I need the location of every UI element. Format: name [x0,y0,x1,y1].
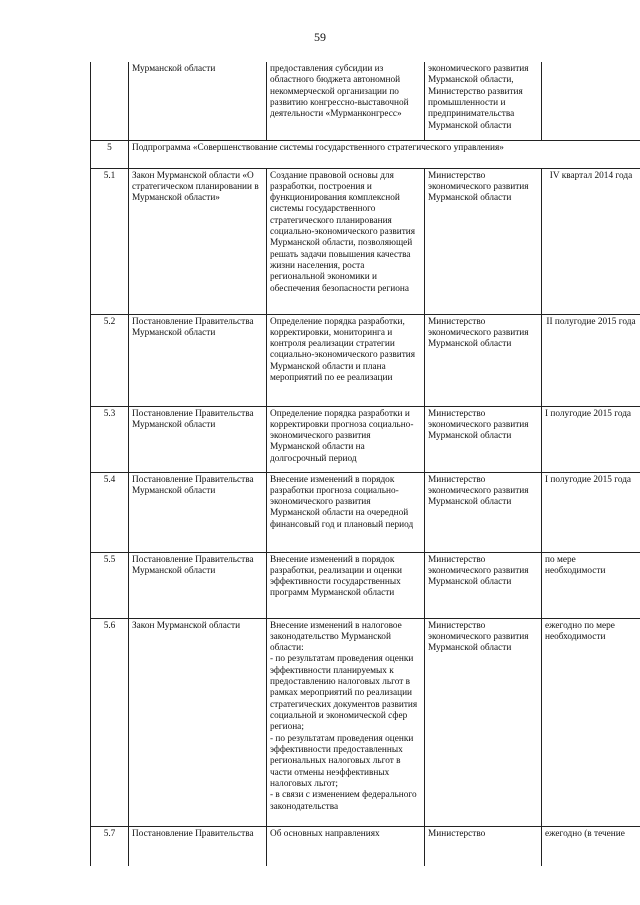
deadline: ежегодно (в течение [542,826,640,866]
document-type: Закон Мурманской области [129,618,267,826]
row-number: 5.1 [91,168,129,314]
document-type: Постановление Правительства Мурманской области [129,552,267,618]
measures-table [90,62,640,866]
subprogram-row [91,140,640,168]
document-type: Закон Мурманской области «О стратегическом планировании в Мурманской области» [129,168,267,314]
document-type: Постановление Правительства [129,826,267,866]
deadline: ежегодно по мере необходимости [542,618,640,826]
document-subject: Внесение изменений в налоговое законодательство Мурманской области: - по результатам проведения оценки эффективности планируемых к предоставлению налоговых льгот в рамках мероприятий по реализации стратегических документов развития социальной и экономической сфер региона; - по результатам проведения оценки эффективности предоставленных региональных налоговых льгот в части отмены неэффективных налоговых льгот; - в связи с изменением федерального законодательства [267,618,425,826]
row-number: 5.7 [91,826,129,866]
page-number: 59 [314,30,326,44]
responsible-executor: Министерство экономического развития Мурманской области [425,472,542,552]
document-subject: Внесение изменений в порядок разработки, реализации и оценки эффективности государственных программ Мурманской области [267,552,425,618]
responsible-executor: Министерство [425,826,542,866]
responsible-executor: Министерство экономического развития Мурманской области [425,168,542,314]
row-number: 5.4 [91,472,129,552]
table-row [91,552,640,618]
document-subject: предоставления субсидии из областного бюджета автономной некоммерческой организации по развитию конгрессно-выставочной деятельности «Мурманконгресс» [267,62,425,140]
responsible-executor: Министерство экономического развития Мурманской области [425,314,542,406]
subprogram-title: Подпрограмма «Совершенствование системы государственного стратегического управления» [129,140,640,168]
deadline: I полугодие 2015 года [542,472,640,552]
document-type: Мурманской области [129,62,267,140]
table-row [91,168,640,314]
row-number: 5.6 [91,618,129,826]
document-type: Постановление Правительства Мурманской области [129,314,267,406]
responsible-executor: Министерство экономического развития Мурманской области [425,552,542,618]
document-subject: Создание правовой основы для разработки, построения и функционирования комплексной системы государственного стратегического планирования социально-экономического развития Мурманской области, позволяющей решать задачи повышения качества жизни населения, роста региональной экономики и обеспечения безопасности региона [267,168,425,314]
table-row [91,406,640,472]
deadline: по мере необходимости [542,552,640,618]
row-number: 5.2 [91,314,129,406]
responsible-executor: Министерство экономического развития Мурманской области [425,406,542,472]
deadline: IV квартал 2014 года [542,168,640,314]
row-number: 5.5 [91,552,129,618]
row-number: 5.3 [91,406,129,472]
table-row [91,314,640,406]
document-type: Постановление Правительства Мурманской области [129,472,267,552]
table-row [91,472,640,552]
deadline: II полугодие 2015 года [542,314,640,406]
responsible-executor: экономического развития Мурманской области, Министерство развития промышленности и предпринимательства Мурманской области [425,62,542,140]
document-subject: Об основных направлениях [267,826,425,866]
document-subject: Внесение изменений в порядок разработки прогноза социально-экономического развития Мурманской области на очередной финансовый год и плановый период [267,472,425,552]
deadline: I полугодие 2015 года [542,406,640,472]
document-subject: Определение порядка разработки и корректировки прогноза социально-экономического развития Мурманской области на долгосрочный период [267,406,425,472]
table-row [91,62,640,140]
table-row [91,826,640,866]
table-row [91,618,640,826]
document-subject: Определение порядка разработки, корректировки, мониторинга и контроля реализации стратегии социально-экономического развития Мурманской области и плана мероприятий по ее реализации [267,314,425,406]
row-number: 5 [91,140,129,168]
deadline [542,62,640,140]
document-type: Постановление Правительства Мурманской области [129,406,267,472]
responsible-executor: Министерство экономического развития Мурманской области [425,618,542,826]
row-number [91,62,129,140]
